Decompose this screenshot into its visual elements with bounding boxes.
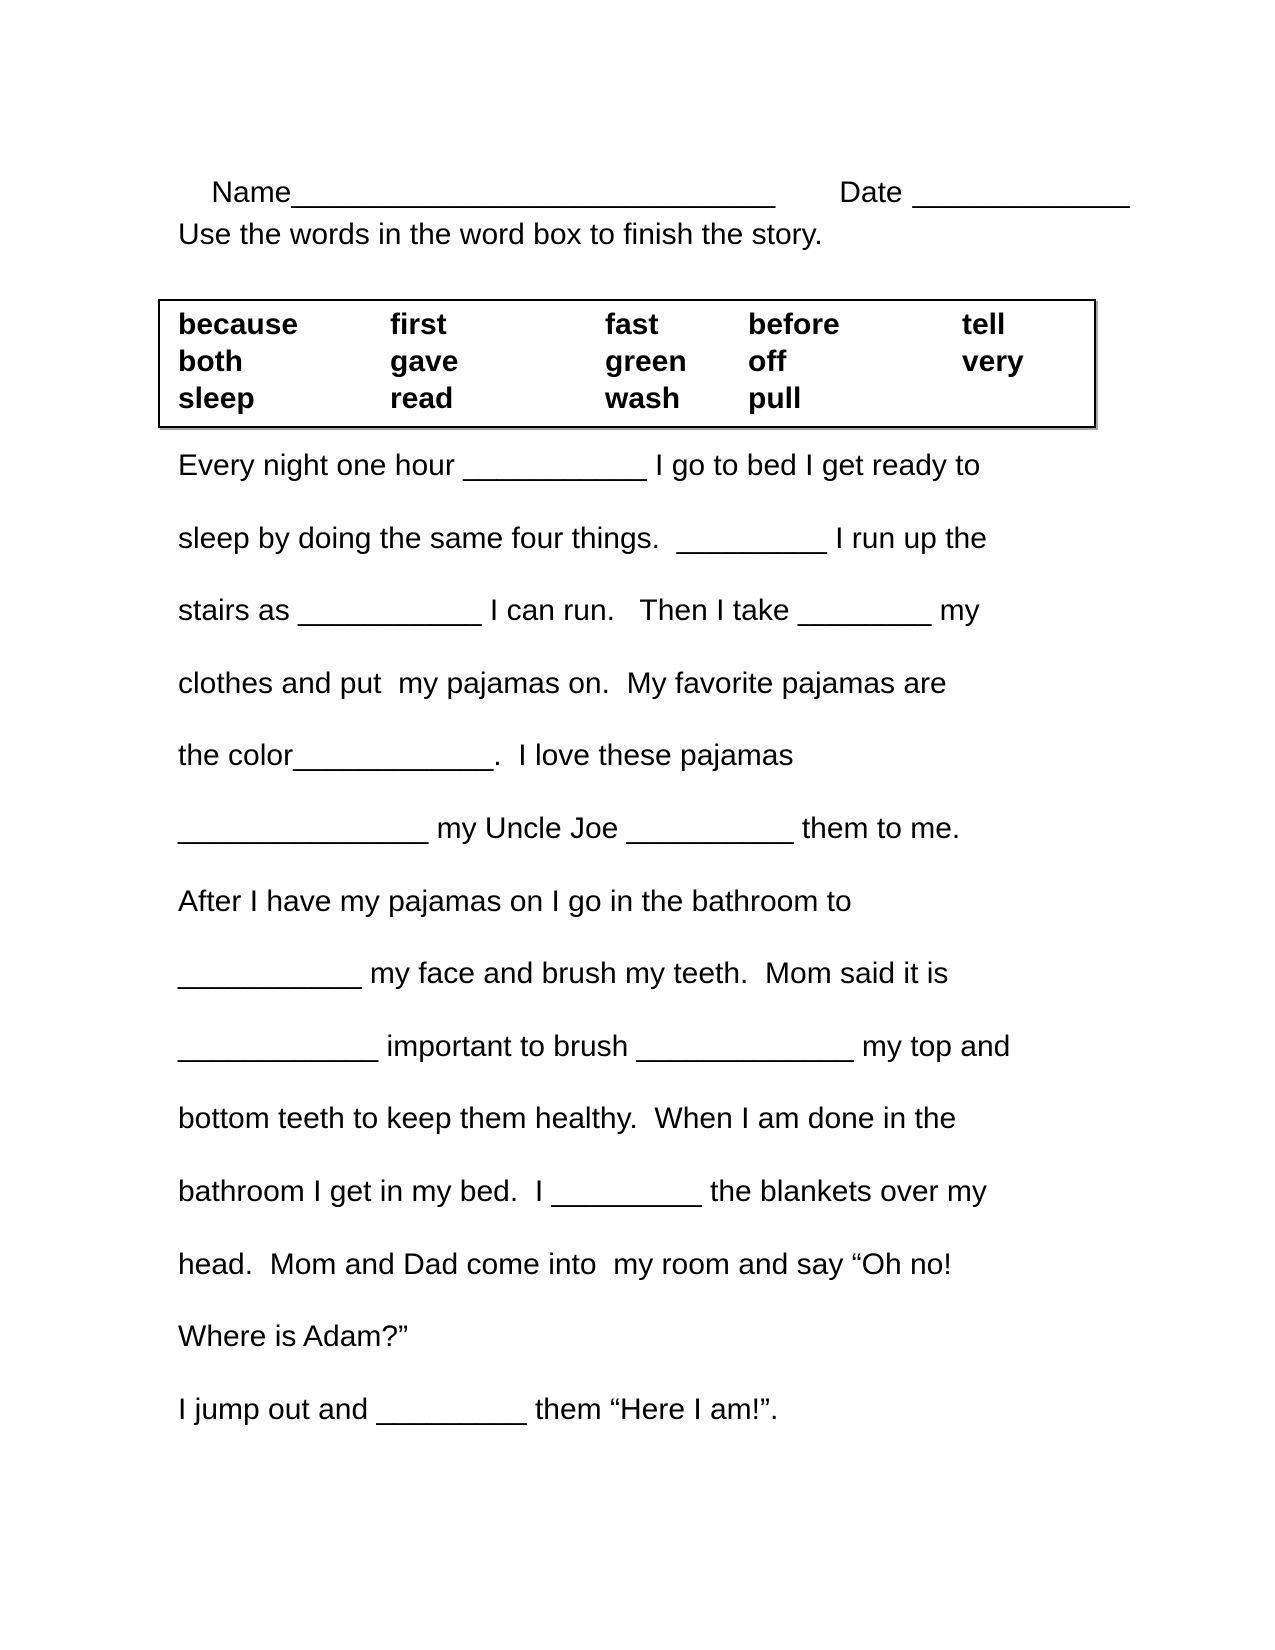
word-box-word: wash (605, 382, 681, 415)
word-box-word: first (390, 308, 447, 341)
story-line: sleep by doing the same four things. _________ I run up the (178, 521, 987, 555)
word-box-word: because (178, 308, 299, 341)
word-box-column (605, 306, 748, 417)
story-line: ____________ important to brush _____________ my top and (178, 1029, 1011, 1063)
name-label: Name (211, 176, 292, 209)
story-text (178, 430, 1118, 1446)
word-box-word: pull (748, 382, 802, 415)
date-blank-line: _____________ (912, 176, 1130, 209)
story-line: bottom teeth to keep them healthy. When I am done in the (178, 1102, 957, 1136)
story-line: bathroom I get in my bed. I _________ the blankets over my (178, 1174, 987, 1208)
word-box-word: sleep (178, 382, 255, 415)
name-blank-line: _____________________________ (291, 176, 776, 209)
word-box-column (178, 306, 390, 417)
word-box-column (390, 306, 605, 417)
word-box-word: fast (605, 308, 659, 341)
story-line: head. Mom and Dad come into my room and say “Oh no! (178, 1247, 952, 1281)
story-line: the color____________. I love these pajamas (178, 739, 794, 773)
story-line: _______________ my Uncle Joe __________ them to me. (178, 811, 961, 845)
word-box-word: gave (390, 345, 459, 378)
word-box-word: green (605, 345, 687, 378)
word-box (158, 299, 1096, 428)
story-line: After I have my pajamas on I go in the bathroom to (178, 884, 852, 918)
word-box-word: off (748, 345, 787, 378)
word-box-word: both (178, 345, 243, 378)
instruction-text: Use the words in the word box to finish the story. (178, 218, 823, 251)
story-line: Every night one hour ___________ I go to bed I get ready to (178, 449, 981, 482)
date-field-group (839, 176, 1129, 209)
story-line: I jump out and _________ them “Here I am!”. (178, 1392, 779, 1426)
word-box-word: read (390, 382, 454, 415)
word-box-word: before (748, 308, 840, 341)
word-box-word: tell (962, 308, 1006, 341)
story-line: clothes and put my pajamas on. My favorite pajamas are (178, 666, 947, 700)
date-label: Date (839, 176, 903, 209)
word-box-column (748, 306, 962, 417)
story-line: ___________ my face and brush my teeth. Mom said it is (178, 957, 949, 991)
story-line: stairs as ___________ I can run. Then I take ________ my (178, 594, 980, 628)
story-line: Where is Adam?” (178, 1320, 409, 1354)
name-field-group (211, 176, 775, 209)
word-box-word: very (962, 345, 1024, 378)
word-box-column (962, 306, 1094, 417)
